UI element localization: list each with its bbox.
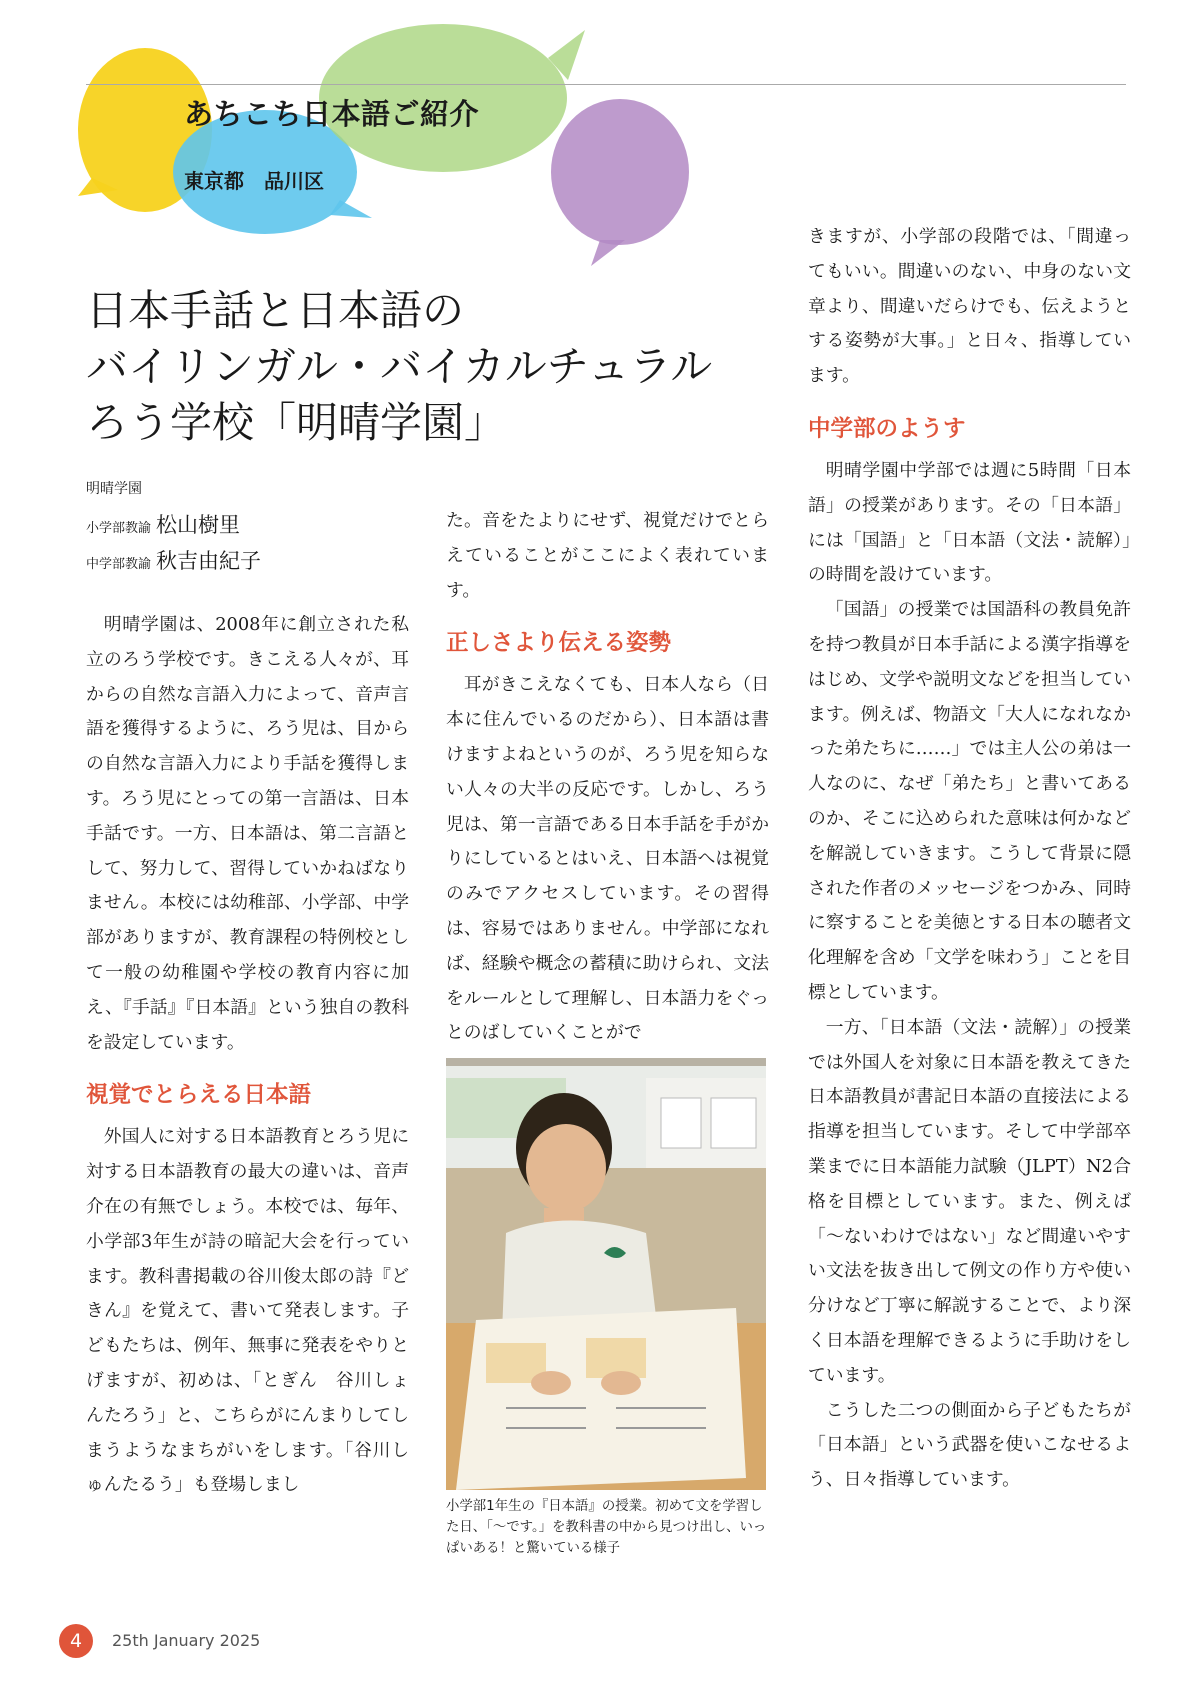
section-kicker: あちこち日本語ご紹介	[184, 97, 480, 131]
author-name: 松山樹里	[156, 513, 241, 537]
purple-bubble	[551, 99, 689, 266]
issue-date: 25th January 2025	[112, 1631, 261, 1650]
classroom-photo-illustration	[446, 1058, 766, 1490]
speech-bubbles-graphic	[0, 0, 700, 280]
byline-school: 明晴学園	[86, 481, 142, 497]
author-role: 中学部教諭	[86, 557, 152, 572]
section-heading: 正しさより伝える姿勢	[446, 630, 672, 657]
body-paragraph: 「国語」の授業では国語科の教員免許を持つ教員が日本手話による漢字指導をはじめ、文学や説明文などを担当しています。例えば、物語文「大人になれなかった弟たちに……」では主人公の弟は一人なのに、なぜ「弟たち」と書いてあるのか、そこに込められた意味は何かなどを解説していきます。こうして背景に隠された作者のメッセージをつかみ、同時に察することを美徳とする日本の聴者文化理解を含め「文学を味わう」ことを目標としています。	[808, 599, 1131, 1003]
photo-caption: 小学部1年生の『日本語』の授業。初めて文を学習した日、「〜です。」を教科書の中から見つけ出し、いっぱいある！と驚いている様子	[446, 1499, 767, 1556]
body-paragraph: 耳がきこえなくても、日本人なら（日本に住んでいるのだから）、日本語は書けますよねというのが、ろう児を知らない人々の大半の反応です。しかし、ろう児は、第一言語である日本手話を手がかりにしているとはいえ、日本語へは視覚のみでアクセスしています。その習得は、容易ではありません。中学部になれば、経験や概念の蓄積に助けられ、文法をルールとして理解し、日本語力をぐっとのばしていくことがで	[446, 674, 769, 1044]
byline-author	[86, 545, 261, 575]
author-name: 秋吉由紀子	[156, 549, 262, 573]
title-line: 日本手話と日本語の	[86, 286, 465, 335]
body-paragraph: 一方、「日本語（文法・読解）」の授業では外国人を対象に日本語を教えてきた日本語教員が書記日本語の直接法による指導を担当しています。そして中学部卒業までに日本語能力試験（JLPT）N2合格を目標としています。また、例えば「〜ないわけではない」など間違いやすい文法を抜き出して例文の作り方や使い分けなど丁寧に解説することで、より深く日本語を理解できるように手助けをしています。	[808, 1016, 1131, 1386]
article-title	[86, 283, 726, 451]
body-paragraph: 明晴学園は、2008年に創立された私立のろう学校です。きこえる人々が、耳からの自然な言語入力によって、音声言語を獲得するように、ろう児は、目からの自然な言語入力により手話を獲得します。ろう児にとっての第一言語は、日本手話です。一方、日本語は、第二言語として、努力して、習得していかねばなりません。本校には幼稚部、小学部、中学部がありますが、教育課程の特例校として一般の幼稚園や学校の教育内容に加え、『手話』『日本語』という独自の教科を設定しています。	[86, 614, 409, 1053]
page-number-badge: 4	[59, 1624, 93, 1658]
article-column-3	[808, 220, 1131, 1498]
article-column-2	[446, 504, 769, 1051]
region-label: 東京都 品川区	[184, 169, 324, 193]
author-role: 小学部教諭	[86, 521, 152, 536]
body-paragraph: た。音をたよりにせず、視覚だけでとらえていることがここによく表れています。	[446, 510, 769, 601]
body-paragraph: きますが、小学部の段階では、「間違ってもいい。間違いのない、中身のない文章より、間違いだらけでも、伝えようとする姿勢が大事。」と日々、指導しています。	[808, 226, 1131, 387]
title-line: ろう学校「明晴学園」	[86, 398, 507, 447]
body-paragraph: こうした二つの側面から子どもたちが「日本語」という武器を使いこなせるよう、日々指導しています。	[808, 1399, 1131, 1491]
title-line: バイリンガル・バイカルチュラル	[86, 342, 713, 391]
classroom-photo	[446, 1058, 766, 1490]
section-heading: 視覚でとらえる日本語	[86, 1082, 312, 1109]
header-rule	[86, 84, 1126, 85]
byline-author	[86, 509, 240, 539]
article-column-1	[86, 608, 409, 1503]
body-paragraph: 外国人に対する日本語教育とろう児に対する日本語教育の最大の違いは、音声介在の有無でしょう。本校では、毎年、小学部3年生が詩の暗記大会を行っています。教科書掲載の谷川俊太郎の詩『どきん』を覚えて、書いて発表します。子どもたちは、例年、無事に発表をやりとげますが、初めは、「とぎん 谷川しょんたろう」と、こちらがにんまりしてしまうようなまちがいをします。「谷川しゅんたるう」も登場しまし	[86, 1126, 409, 1496]
section-heading: 中学部のようす	[808, 415, 966, 442]
body-paragraph: 明晴学園中学部では週に5時間「日本語」の授業があります。その「日本語」には「国語」と「日本語（文法・読解）」の時間を設けています。	[808, 459, 1131, 586]
